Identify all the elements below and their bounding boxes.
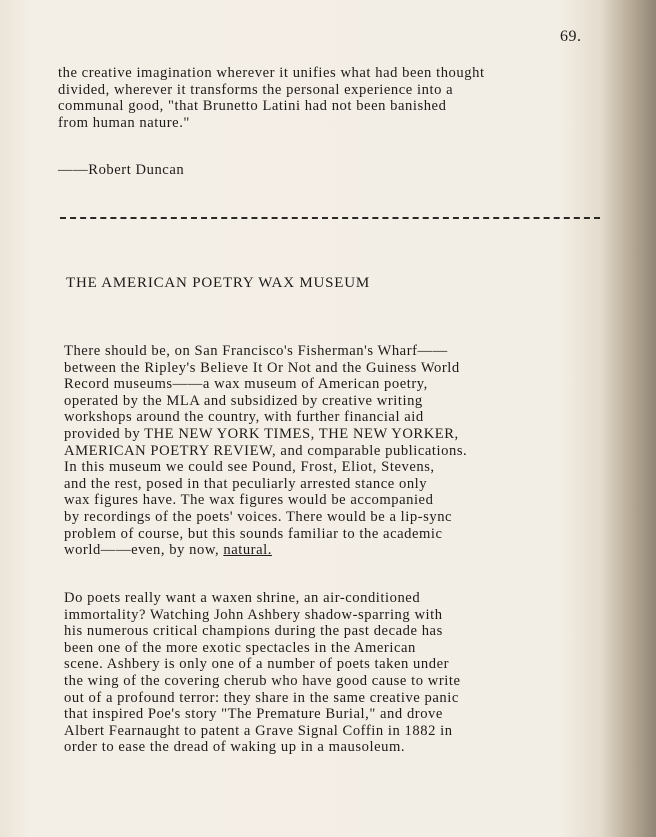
- paragraph-line: There should be, on San Francisco's Fisherman's Wharf——: [64, 343, 448, 359]
- paragraph-line: AMERICAN POETRY REVIEW, and comparable publications.: [64, 442, 468, 459]
- paragraph-line: wax figures have. The wax figures would be accompanied: [64, 492, 434, 509]
- paragraph-line: Do poets really want a waxen shrine, an air-conditioned: [64, 590, 421, 606]
- underlined-word: natural.: [223, 542, 272, 559]
- dashed-divider: [60, 217, 600, 219]
- paragraph-2: [64, 590, 624, 756]
- paragraph-line: been one of the more exotic spectacles in the American: [64, 639, 416, 656]
- paragraph-line: order to ease the dread of waking up in a mausoleum.: [64, 739, 406, 756]
- paragraph-1: [64, 343, 624, 559]
- quote-line: from human nature.": [58, 114, 190, 131]
- quote-attribution: ——Robert Duncan: [58, 162, 185, 178]
- paragraph-line: out of a profound terror: they share in the same creative panic: [64, 689, 459, 706]
- paragraph-line: Record museums——a wax museum of American poetry,: [64, 376, 428, 393]
- paragraph-line: problem of course, but this sounds familiar to the academic: [64, 525, 443, 542]
- page-number: 69.: [560, 28, 582, 45]
- paragraph-line: operated by the MLA and subsidized by creative writing: [64, 392, 423, 409]
- epigraph-quote: [58, 65, 618, 131]
- paragraph-last-text: world——even, by now,: [64, 542, 224, 559]
- section-title: THE AMERICAN POETRY WAX MUSEUM: [66, 275, 371, 291]
- quote-line: divided, wherever it transforms the personal experience into a: [58, 81, 454, 98]
- paragraph-line: his numerous critical champions during the past decade has: [64, 623, 443, 640]
- paragraph-line: the wing of the covering cherub who have good cause to write: [64, 672, 461, 689]
- paragraph-line: by recordings of the poets' voices. There would be a lip-sync: [64, 508, 453, 525]
- paragraph-line: that inspired Poe's story "The Premature Burial," and drove: [64, 706, 443, 723]
- paragraph-last-line: [64, 542, 624, 559]
- paragraph-line: immortality? Watching John Ashbery shadow-sparring with: [64, 606, 443, 623]
- paragraph-line: workshops around the country, with further financial aid: [64, 409, 424, 426]
- paragraph-line: In this museum we could see Pound, Frost, Eliot, Stevens,: [64, 459, 435, 476]
- paragraph-line: scene. Ashbery is only one of a number of poets taken under: [64, 656, 450, 673]
- paragraph-line: Albert Fearnaught to patent a Grave Signal Coffin in 1882 in: [64, 722, 453, 739]
- paragraph-line: between the Ripley's Believe It Or Not and the Guiness World: [64, 359, 460, 376]
- paragraph-line: and the rest, posed in that peculiarly arrested stance only: [64, 475, 428, 492]
- paragraph-line: provided by THE NEW YORK TIMES, THE NEW YORKER,: [64, 425, 459, 442]
- quote-line: the creative imagination wherever it unifies what had been thought: [58, 65, 485, 81]
- quote-line: communal good, "that Brunetto Latini had not been banished: [58, 98, 447, 115]
